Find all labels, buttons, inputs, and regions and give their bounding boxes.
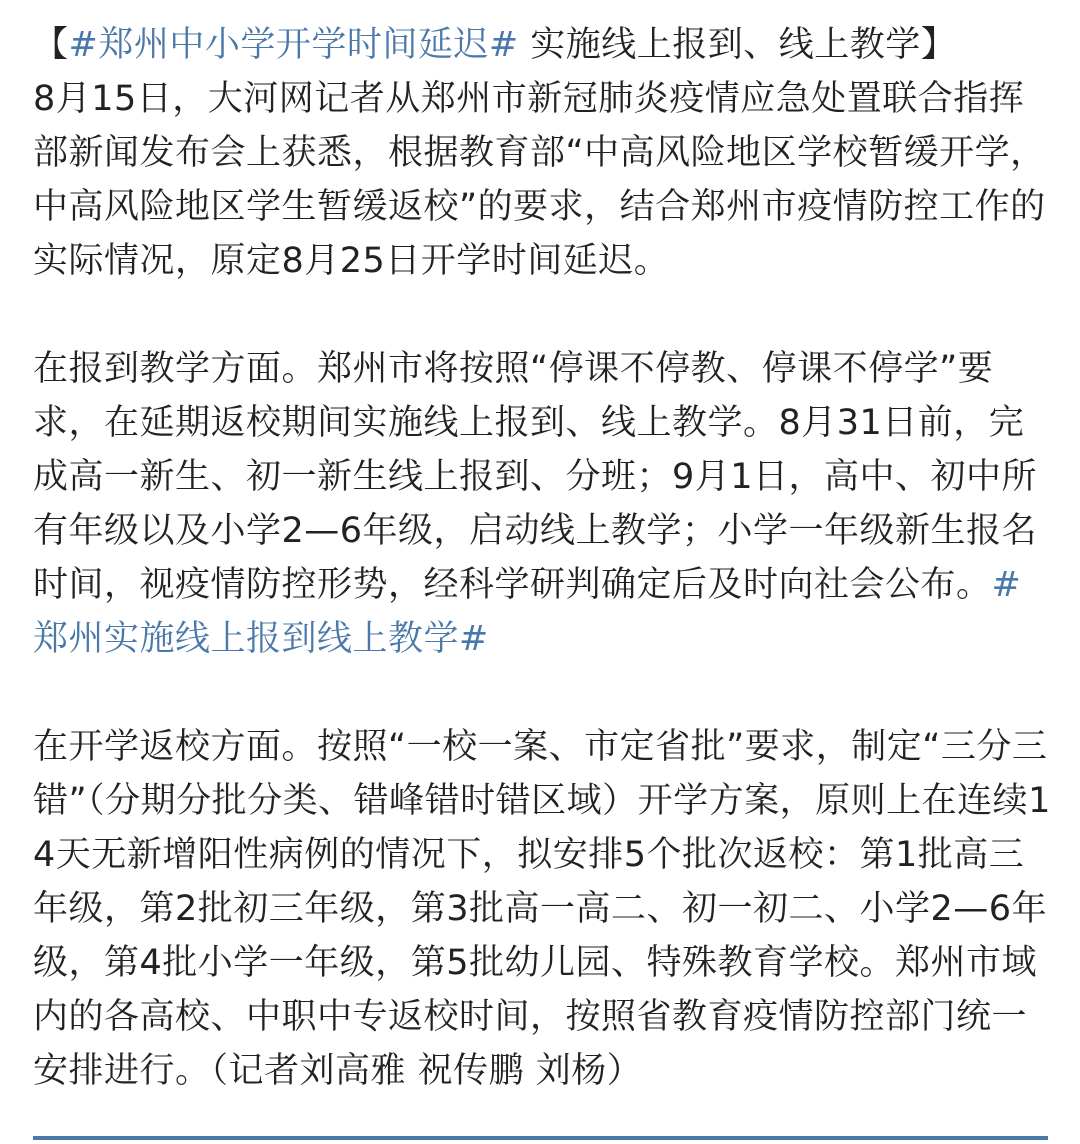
paragraph-3-text: 在开学返校方面。按照“一校一案、市定省批”要求，制定“三分三错”（分期分批分类、错峰错时错区域）开学方案，原则上在连续14天无新增阳性病例的情况下，拟安排5个批次返校：第1批高三年级，第2批初三年级，第3批高一高二、初一初二、小学2—6年级，第4批小学一年级，第5批幼儿园、特殊教育学校。郑州市域内的各高校、中职中专返校时间，按照省教育疫情防控部门统一安排进行。（记者刘高雅 祝传鹏 刘杨） [33,727,1051,1091]
paragraph-2 [33,342,1053,666]
headline-hashtag-link[interactable]: #郑州中小学开学时间延迟# [68,25,519,65]
paragraph-2-text: 在报到教学方面。郑州市将按照“停课不停教、停课不停学”要求，在延期返校期间实施线上报到、线上教学。8月31日前，完成高一新生、初一新生线上报到、分班；9月1日，高中、初中所有年级以及小学2—6年级，启动线上教学；小学一年级新生报名时间，视疫情防控形势，经科学研判确定后及时向社会公布。 [33,349,1038,605]
bottom-divider [33,1136,1048,1140]
paragraph-1-text: 8月15日，大河网记者从郑州市新冠肺炎疫情应急处置联合指挥部新闻发布会上获悉，根据教育部“中高风险地区学校暂缓开学，中高风险地区学生暂缓返校”的要求，结合郑州市疫情防控工作的实际情况，原定8月25日开学时间延迟。 [33,79,1046,281]
headline-paragraph [33,18,1053,288]
headline-bracket: 【 [33,25,69,65]
paragraph-3 [33,720,1053,1098]
post-body [33,18,1053,1098]
headline-text: 实施线上报到、线上教学】 [518,25,957,65]
topic-hashtag-link[interactable]: #郑州实施线上报到线上教学# [33,565,1022,659]
